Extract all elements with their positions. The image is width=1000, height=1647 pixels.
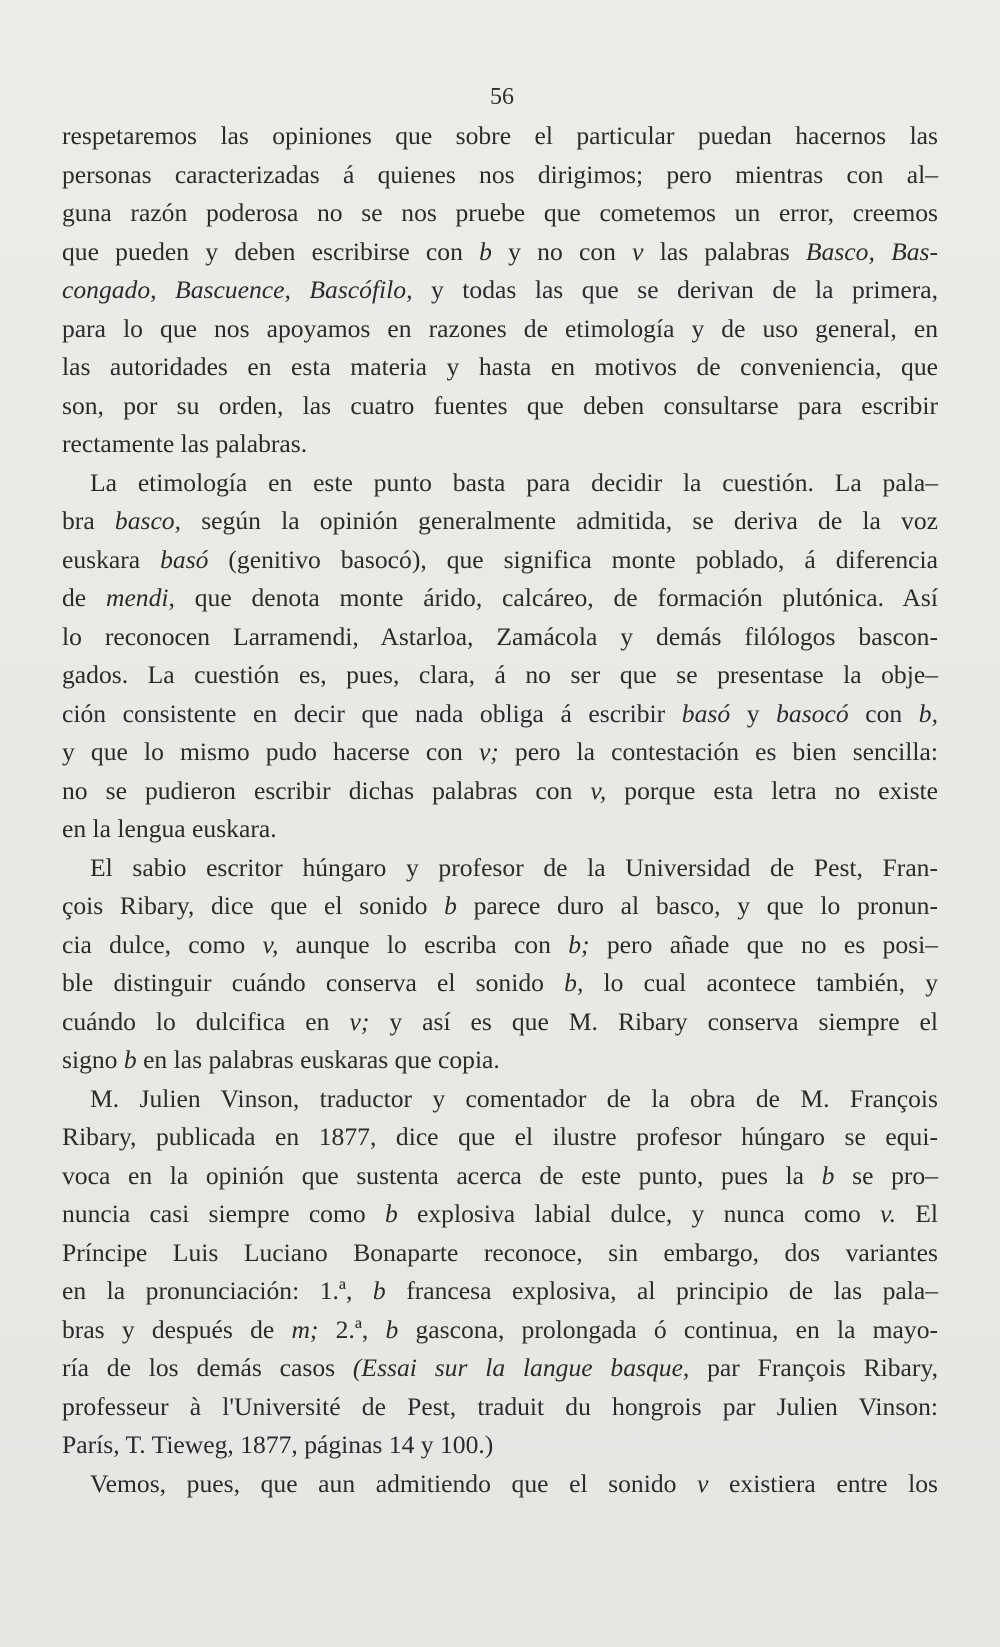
italic-text: basocó (776, 698, 849, 728)
text-line (62, 1311, 938, 1350)
text-segment: de (62, 583, 106, 612)
text-segment: y así es que M. Ribary conserva siempre el (369, 1006, 939, 1036)
text-segment: existiera entre los (708, 1468, 938, 1498)
text-segment: signo (62, 1045, 124, 1074)
text-line (62, 618, 938, 657)
text-line (62, 1272, 938, 1311)
text-line (62, 1426, 938, 1465)
text-line (62, 233, 938, 272)
page-number: 56 (490, 84, 514, 110)
italic-text: b, (918, 698, 938, 728)
text-segment: en la lengua euskara. (62, 814, 277, 843)
text-line (62, 387, 938, 426)
italic-text: congado, Bascuence, Bascófilo, (62, 275, 413, 304)
text-line (62, 1118, 938, 1157)
text-line (62, 1388, 938, 1427)
text-line (62, 156, 938, 195)
text-segment: Vemos, pues, que aun admitiendo que el sonido (90, 1468, 698, 1498)
text-segment: voca en la opinión que sustenta acerca de este punto, pues la (62, 1160, 822, 1190)
italic-text: v (632, 236, 644, 266)
italic-text: b (821, 1160, 835, 1190)
text-segment: pero la contestación es bien sencilla: (498, 737, 938, 766)
text-line (62, 887, 938, 926)
text-line (62, 1349, 938, 1388)
text-segment: que denota monte árido, calcáreo, de formación plutónica. Así (174, 583, 938, 612)
text-segment: las palabras (643, 236, 806, 266)
text-line (62, 194, 938, 233)
text-line (62, 271, 938, 310)
text-segment: par François Ribary, (689, 1353, 938, 1382)
text-segment: y todas las que se derivan de la primera, (412, 275, 938, 304)
text-segment: pero añade que no es posi– (589, 929, 938, 959)
text-segment: con (848, 698, 919, 728)
text-segment: euskara (62, 544, 161, 574)
text-segment: y que lo mismo pudo hacerse con (62, 737, 479, 766)
italic-text: v. (880, 1199, 896, 1228)
text-segment: M. Julien Vinson, traductor y comentador de la obra de M. François (90, 1083, 938, 1113)
text-segment: en la pronunciación: 1.ª, (62, 1276, 373, 1305)
italic-text: b (372, 1276, 386, 1305)
text-segment: rectamente las palabras. (62, 429, 308, 458)
italic-text: Basco, Bas- (805, 236, 938, 266)
text-segment: y (730, 698, 777, 728)
text-segment: respetaremos las opiniones que sobre el particular puedan hacernos las (62, 121, 938, 150)
text-line (62, 579, 938, 618)
text-segment: para lo que nos apoyamos en razones de etimología y de uso general, en (62, 313, 938, 343)
text-segment: lo cual acontece también, y (583, 968, 938, 997)
text-segment: professeur à l'Université de Pest, traduit du hongrois par Julien Vinson: (62, 1391, 938, 1421)
italic-text: basó (160, 544, 209, 574)
text-line (62, 117, 938, 156)
text-line (62, 656, 938, 695)
text-segment: y no con (491, 236, 633, 266)
text-line (62, 1234, 938, 1273)
text-line (62, 772, 938, 811)
text-segment: ría de los demás casos (62, 1353, 353, 1382)
text-segment: bras y después de (62, 1314, 292, 1344)
text-segment: porque esta letra no existe (606, 775, 938, 805)
text-segment: personas caracterizadas á quienes nos dirigimos; pero mientras con al– (62, 159, 938, 189)
text-segment: ción consistente en decir que nada obliga á escribir (62, 698, 682, 728)
text-segment: se pro– (834, 1160, 938, 1190)
text-segment: lo reconocen Larramendi, Astarloa, Zamácola y demás filólogos bascon- (62, 621, 938, 651)
italic-text: b (444, 891, 457, 920)
text-line (62, 310, 938, 349)
text-line (62, 502, 938, 541)
text-segment: según la opinión generalmente admitida, se deriva de la voz (181, 506, 939, 535)
text-segment: Ribary, publicada en 1877, dice que el ilustre profesor húngaro se equi- (62, 1122, 938, 1151)
text-line (62, 1003, 938, 1042)
italic-text: mendi, (105, 583, 175, 612)
text-segment: no se pudieron escribir dichas palabras con (62, 775, 591, 805)
text-segment: La etimología en este punto basta para decidir la cuestión. La pala– (90, 467, 938, 497)
text-segment: parece duro al basco, y que lo pronun- (456, 891, 938, 920)
body-text (62, 117, 938, 1503)
text-line (62, 464, 938, 503)
text-segment: explosiva labial dulce, y nunca como (397, 1199, 881, 1228)
text-segment: gados. La cuestión es, pues, clara, á no ser que se presentase la obje– (62, 660, 938, 689)
text-segment: ble distinguir cuándo conserva el sonido (62, 968, 565, 997)
text-segment: guna razón poderosa no se nos pruebe que cometemos un error, creemos (62, 198, 938, 227)
text-line (62, 849, 938, 888)
text-segment: París, T. Tieweg, 1877, páginas 14 y 100.) (62, 1430, 494, 1459)
text-segment: çois Ribary, dice que el sonido (62, 891, 445, 920)
italic-text: v; (349, 1006, 370, 1036)
text-line (62, 695, 938, 734)
text-line (62, 348, 938, 387)
text-segment: francesa explosiva, al principio de las pala– (385, 1276, 938, 1305)
text-line (62, 425, 938, 464)
italic-text: basó (681, 698, 731, 728)
text-segment: El sabio escritor húngaro y profesor de la Universidad de Pest, Fran- (90, 852, 938, 882)
text-segment: (genitivo basocó), que significa monte poblado, á diferencia (208, 544, 938, 574)
text-segment: El (895, 1199, 938, 1228)
text-segment: que pueden y deben escribirse con (62, 236, 480, 266)
text-line (62, 1080, 938, 1119)
text-line (62, 733, 938, 772)
text-line (62, 541, 938, 580)
text-segment: son, por su orden, las cuatro fuentes que deben consultarse para escribir (62, 390, 938, 420)
italic-text: v, (590, 775, 607, 805)
italic-text: v, (262, 929, 279, 959)
italic-text: v (697, 1468, 709, 1498)
italic-text: b (384, 1199, 398, 1228)
text-segment: Príncipe Luis Luciano Bonaparte reconoce, sin embargo, dos variantes (62, 1237, 938, 1267)
text-line (62, 926, 938, 965)
text-segment: bra (62, 506, 115, 535)
italic-text: b (123, 1045, 137, 1074)
italic-text: m; (291, 1314, 319, 1344)
text-segment: gascona, prolongada ó continua, en la mayo- (398, 1314, 939, 1344)
text-segment: las autoridades en esta materia y hasta en motivos de conveniencia, que (62, 352, 938, 381)
italic-text: b; (568, 929, 590, 959)
italic-text: v; (478, 737, 499, 766)
italic-text: (Essai sur la langue basque, (352, 1353, 690, 1382)
text-line (62, 1195, 938, 1234)
text-line (62, 810, 938, 849)
text-segment: nuncia casi siempre como (62, 1199, 385, 1228)
text-segment: cia dulce, como (62, 929, 263, 959)
italic-text: b (479, 236, 492, 266)
italic-text: b, (564, 968, 584, 997)
text-line (62, 1157, 938, 1196)
text-segment: cuándo lo dulcifica en (62, 1006, 350, 1036)
italic-text: basco, (114, 506, 181, 535)
text-segment: 2.ª, (318, 1314, 386, 1344)
text-line (62, 1041, 938, 1080)
text-segment: aunque lo escriba con (278, 929, 569, 959)
italic-text: b (385, 1314, 399, 1344)
text-line (62, 964, 938, 1003)
text-segment: en las palabras euskaras que copia. (136, 1045, 500, 1074)
text-line (62, 1465, 938, 1504)
